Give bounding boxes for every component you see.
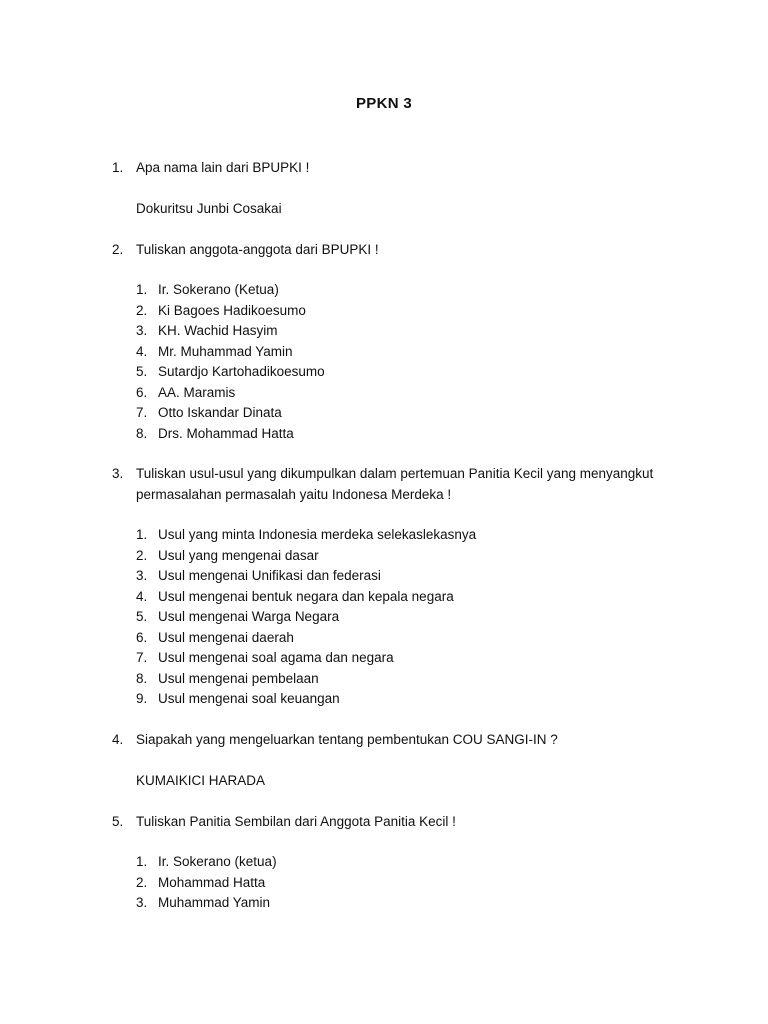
answer-1: Dokuritsu Junbi Cosakai — [136, 201, 282, 216]
question-5 — [112, 811, 672, 832]
list-item: 7. Usul mengenai soal agama dan negara — [136, 650, 394, 665]
list-item: 2. Usul yang mengenai dasar — [136, 547, 319, 563]
answer-list-5 — [136, 852, 277, 914]
list-item: 1. Usul yang minta Indonesia merdeka selekaslekasnya — [136, 527, 477, 542]
list-item: 7. Otto Iskandar Dinata — [136, 405, 282, 420]
question-3 — [112, 463, 672, 505]
list-item: 4. Mr. Muhammad Yamin — [136, 343, 293, 359]
question-text: Apa nama lain dari BPUPKI ! — [136, 160, 310, 175]
list-item: 1. Ir. Sokerano (Ketua) — [136, 282, 279, 297]
list-item: 5. Usul mengenai Warga Negara — [136, 609, 340, 624]
question-text-line-1: Tuliskan usul-usul yang dikumpulkan dalam pertemuan Panitia Kecil yang menyangkut — [136, 466, 654, 481]
answer-list-3 — [136, 525, 476, 710]
list-item: 1. Ir. Sokerano (ketua) — [136, 854, 277, 869]
question-1 — [112, 157, 672, 178]
list-item: 5. Sutardjo Kartohadikoesumo — [136, 364, 325, 379]
question-4 — [112, 729, 672, 750]
list-item: 3. Muhammad Yamin — [136, 895, 271, 910]
question-text: Siapakah yang mengeluarkan tentang pembentukan COU SANGI-IN ? — [136, 732, 558, 747]
list-item: 8. Drs. Mohammad Hatta — [136, 425, 294, 441]
question-number: 5. — [112, 814, 124, 829]
question-text-line-2: permasalahan permasalah yaitu Indonesa Merdeka ! — [136, 487, 452, 502]
list-item: 3. Usul mengenai Unifikasi dan federasi — [136, 568, 381, 583]
list-item: 6. Usul mengenai daerah — [136, 629, 294, 645]
list-item: 8. Usul mengenai pembelaan — [136, 670, 319, 686]
question-text: Tuliskan anggota-anggota dari BPUPKI ! — [136, 242, 379, 257]
question-number: 3. — [112, 466, 124, 481]
list-item: 4. Usul mengenai bentuk negara dan kepala negara — [136, 588, 454, 604]
question-number: 4. — [112, 732, 124, 747]
question-number: 1. — [112, 160, 124, 175]
list-item: 3. KH. Wachid Hasyim — [136, 323, 278, 338]
list-item: 2. Ki Bagoes Hadikoesumo — [136, 302, 306, 318]
question-2 — [112, 239, 672, 260]
answer-list-2 — [136, 280, 325, 444]
list-item: 2. Mohammad Hatta — [136, 874, 266, 890]
question-text: Tuliskan Panitia Sembilan dari Anggota Panitia Kecil ! — [136, 814, 456, 829]
answer-4: KUMAIKICI HARADA — [136, 773, 266, 788]
question-number: 2. — [112, 242, 124, 257]
page-title: PPKN 3 — [356, 95, 412, 112]
list-item: 9. Usul mengenai soal keuangan — [136, 691, 340, 706]
list-item: 6. AA. Maramis — [136, 384, 236, 400]
